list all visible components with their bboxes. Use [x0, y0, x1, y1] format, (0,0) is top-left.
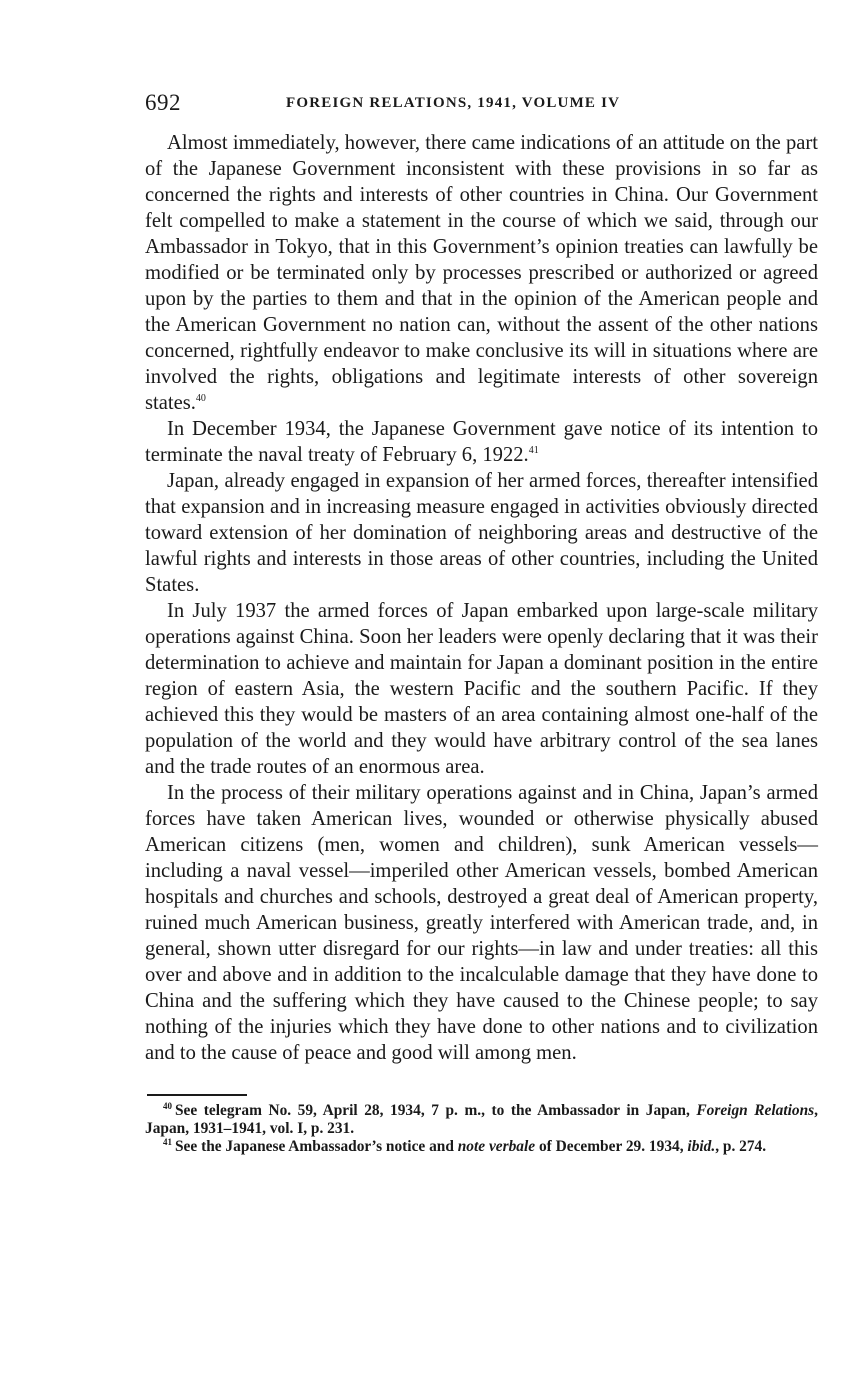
- paragraph: [145, 416, 818, 468]
- footnote-ref: 41: [528, 445, 539, 457]
- paragraph: [145, 468, 818, 598]
- footnote-italic: note verbale: [457, 1138, 536, 1155]
- paragraph: [145, 598, 818, 780]
- footnote-text: , Japan, 1931–1941, vol. I, p. 231.: [145, 1102, 818, 1137]
- running-head-title: FOREIGN RELATIONS, 1941, VOLUME IV: [286, 95, 621, 111]
- paragraph-text: In December 1934, the Japanese Government gave notice of its intention to terminate the naval treaty of February 6, 1922.: [145, 418, 818, 466]
- footnote-text: See the Japanese Ambassador’s notice and: [175, 1138, 458, 1155]
- paragraph-text: Japan, already engaged in expansion of her armed forces, thereafter intensified that expansion and in increasing measure engaged in activities obviously directed toward extension of her domination of neighboring areas and destructive of the lawful rights and interests in those areas of other countries, including the United States.: [145, 470, 818, 596]
- footnote: [145, 1138, 818, 1156]
- paragraph-text: Almost immediately, however, there came indications of an attitude on the part of the Japanese Government inconsistent with these provisions in so far as concerned the rights and interests of other countries in China. Our Government felt compelled to make a statement in the course of which we said, through our Ambassador in Tokyo, that in this Government’s opinion treaties can lawfully be modified or be terminated only by processes prescribed or authorized or agreed upon by the parties to them and that in the opinion of the American people and the American Government no nation can, without the assent of the other nations concerned, rightfully endeavor to make conclusive its will in situations where are involved the rights, obligations and legitimate interests of other sovereign states.: [145, 132, 818, 414]
- footnote-italic: Foreign Relations: [696, 1102, 815, 1119]
- paragraph: [145, 130, 818, 416]
- paragraph-text: In July 1937 the armed forces of Japan embarked upon large-scale military operations against China. Soon her leaders were openly declaring that it was their determination to achieve and maintain for Japan a dominant position in the entire region of eastern Asia, the western Pacific and the southern Pacific. If they achieved this they would be masters of an area containing almost one-half of the population of the world and they would have arbitrary control of the sea lanes and the trade routes of an enormous area.: [145, 600, 818, 778]
- footnote-mark: 41: [163, 1136, 172, 1147]
- footnotes: [145, 1102, 818, 1156]
- footnote-italic: ibid.: [687, 1138, 716, 1155]
- footnote-text: , p. 274.: [715, 1138, 767, 1155]
- paragraph: [145, 780, 818, 1066]
- document-page: [145, 90, 818, 1156]
- footnote-text: See telegram No. 59, April 28, 1934, 7 p. m., to the Ambassador in Japan,: [175, 1102, 697, 1119]
- body-text: [145, 130, 818, 1066]
- footnote-text: of December 29. 1934,: [535, 1138, 688, 1155]
- page-number: 692: [145, 90, 181, 115]
- footnote-ref: 40: [195, 393, 206, 405]
- footnote-mark: 40: [163, 1100, 172, 1111]
- running-head: [145, 90, 818, 122]
- paragraph-text: In the process of their military operations against and in China, Japan’s armed forces have taken American lives, wounded or otherwise physically abused American citizens (men, women and children), sunk American vessels—including a naval vessel—imperiled other American vessels, bombed American hospitals and churches and schools, destroyed a great deal of American property, ruined much American business, greatly interfered with American trade, and, in general, shown utter disregard for our rights—in law and under treaties: all this over and above and in addition to the incalculable damage that they have done to China and the suffering which they have caused to the Chinese people; to say nothing of the injuries which they have done to other nations and to civilization and to the cause of peace and good will among men.: [145, 782, 818, 1064]
- footnote-divider: [147, 1094, 247, 1096]
- footnote: [145, 1102, 818, 1138]
